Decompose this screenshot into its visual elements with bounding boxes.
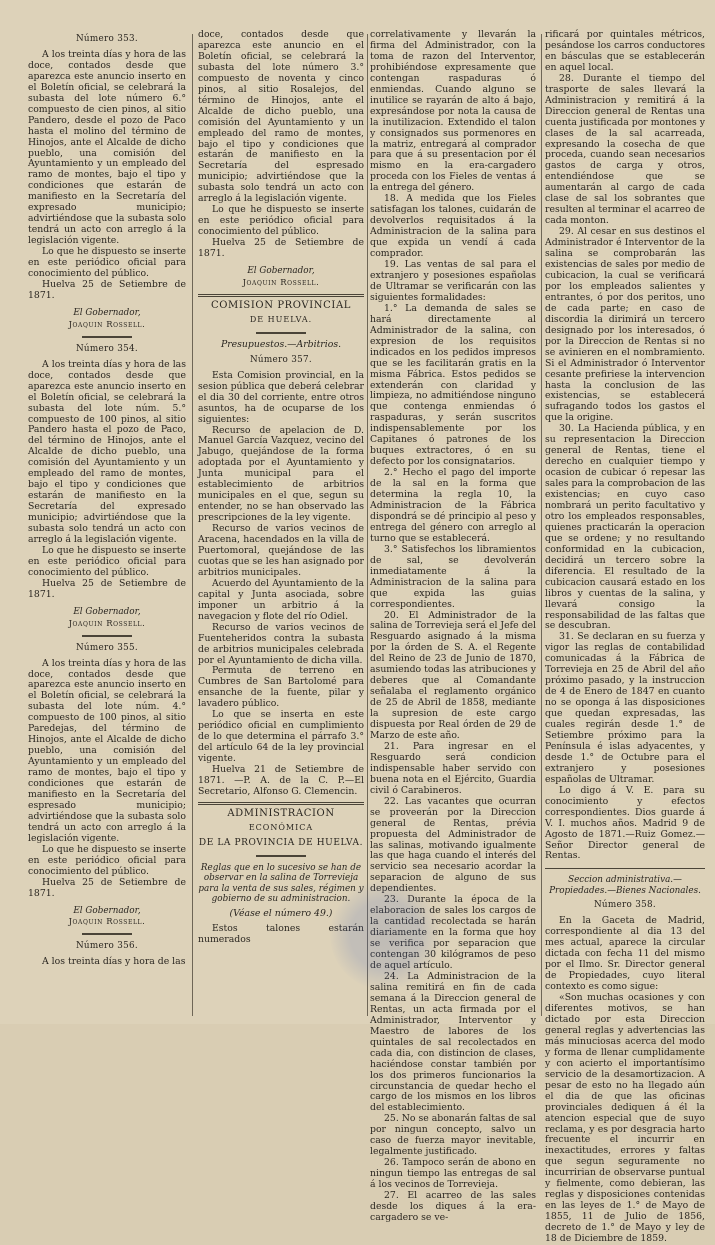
notice-text: Acuerdo del Ayuntamiento de la capital y Junta asociada, sobre imponer un arbitrio á la navegacion y flote del río Odiel. [198,577,364,622]
signer-name: Joaquin Rossell. [242,276,320,287]
notice-date: Huelva 25 de Setiembre de 1871. [28,278,186,301]
rule-text: rificará por quintales métricos, pesándose los carros conductores en básculas que se establecerán en aquel local. [545,29,705,73]
separator [256,855,306,857]
notice-text: Lo que se inserta en este periódico oficial en cumplimiento de lo que determina el párrafo 3.° del artículo 64 de la ley provincial vigente. [198,709,364,765]
rule-text: 31. Se declaran en su fuerza y vigor las reglas de contabilidad comunicadas á la Fábrica de Torrevieja en 25 de Abril del año próximo pasado, y la instruccion de 4 de Enero de 1847 en cuanto no se oponga á las disposiciones que quedan expresadas, las cuales regirán desde 1.° de Setiembre próximo para la Península é islas adyacentes, y desde 1.° de Octubre para el extranjero y posesiones españolas de Ultramar. [545,631,705,785]
ink-stamp-mark [330,880,440,990]
notice-text: Lo que he dispuesto se inserte en este periódico oficial para conocimiento del público. [198,204,364,238]
separator [256,332,306,334]
notice-number: Número 354. [75,343,139,354]
signer-title: El Gobernador, [73,606,141,617]
column-rule [367,34,368,1016]
rule-text: 28. Durante el tiempo del trasporte de sales llevará la Administracion y remitirá á la Direccion general de Rentas una cuenta justificada por montones y clases de la sal acarreada, expresando la cosecha de que proceda, cuando sean necesarios gastos de carga y otros, entendiéndose que se aumentarán al cargo de cada clase de sal los sobrantes que resulten al terminar el acarreo de cada monton. [545,72,705,227]
rule-text: 22. Las vacantes que ocurran se proveerán por la Direccion general de Rentas, prévia propuesta del Administrador de las salinas, motivando igualmente las que haga cuando el interés del servicio sea necesario acordar la separacion de alguno de sus dependientes. [370,795,536,895]
signer-name: Joaquin Rossell. [68,318,146,329]
section-title: Seccion administrativa.—Propiedades.—Bienes Nacionales. [549,875,701,896]
separator [545,868,705,869]
admin-title: ADMINISTRACION [227,807,335,819]
see-reference: (Véase el número 49.) [229,907,333,919]
rule-text: Lo digo á V. E. para su conocimiento y efectos correspondientes. Dios guarde á V. I. muchos años. Madrid 9 de Agosto de 1871.—Ruiz Gomez.—Señor Director general de Rentas. [545,784,705,862]
notice-date: Huelva 25 de Setiembre de 1871. [28,876,186,899]
signer-title: El Gobernador, [73,307,141,318]
rule-text: 3.° Satisfechos los libramientos de sal, se devolverán inmediatamente á la Administracion de la salina para que expida las guias correspondientes. [370,543,536,610]
rule-text: 21. Para ingresar en el Resguardo será condicion indispensable haber servido con buena nota en el Ejército, Guardia civil ó Carabineros. [370,740,536,796]
separator [82,933,132,935]
notice-text: A los treinta días y hora de las doce, contados desde que aparezca este anuncio inserto en el Boletín oficial, se celebrará la subasta del lote núm. 4.° compuesto de 100 pinos, al sitio Paredejas, del término de Hinojos, ante el Alcalde de dicho pueblo, una comisión del Ayuntamiento y un empleado del ramo de montes, bajo el tipo y condiciones que estarán de manifiesto en la Secretaría del espresado municipio; advirtiéndose que la subasta solo tendrá un acto con arreglo á la legislación vigente. [28,657,186,844]
notice-text: Esta Comision provincial, en la sesion pública que deberá celebrar el dia 30 del corriente, entre otros asuntos, ha de ocuparse de los siguientes: [198,369,364,425]
notice-text: doce, contados desde que aparezca este anuncio en el Boletín oficial, se celebrará la subasta del lote número 3.° compuesto de noventa y cinco pinos, al sitio Rosalejos, del término de Hinojos, ante el Alcalde de dicho pueblo, una comisión del Ayuntamiento y un empleado del ramo de montes, bajo el tipo y condiciones que estarán de manifiesto en la Secretaría del espresado municipio; advirtiéndose que la subasta solo tendrá un acto con arreglo á la legislación vigente. [198,29,364,205]
separator [82,635,132,637]
rule-text: 30. La Hacienda pública, y en su representacion la Direccion general de Rentas, tiene el derecho en cualquier tiempo y ocasion de cubicar ó repesar las sales para la comprobacion de las existencias; en cuyo caso nombrará un perito facultativo y otro los empleados responsables, quienes practicarán la operacion que se ordene; y no resultando conformidad en la cubicacion, decidirá un tercero sobre la diferencia. El resultado de la cubicacion causará estado en los libros y cuentas de la salina, y llevará consigo la responsabilidad de las faltas que se descubran. [545,423,705,632]
separator [198,294,364,297]
admin-province: DE LA PROVINCIA DE HUELVA. [198,837,364,848]
section-subtitle: DE HUELVA. [249,314,313,324]
notice-text: A los treinta días y hora de las doce, contados desde que aparezca este anuncio inserto en el Boletín oficial, se celebrará la subasta del lote número 6.° compuesto de cien pinos, al sitio Pandero, desde el pozo de Paco hasta el molino del término de Hinojos, ante el Alcalde de dicho pueblo, una comisión del Ayuntamiento y un empleado del ramo de montes, bajo el tipo y condiciones que estarán de manifiesto en la Secretaría del expresado municipio; advirtiéndose que la subasta solo tendrá un acto con arreglo á la legislación vigente. [28,48,186,247]
notice-text: Lo que he dispuesto se inserte en este periódico oficial para conocimiento del público. [28,544,186,578]
rule-text: 26. Tampoco serán de abono en ningun tiempo las entregas de sal á los vecinos de Torrevieja. [370,1157,536,1191]
rule-text: 23. Durante la época de la elaboracion de sales los cargos de la cantidad recolectada se harán diariamente en la forma que hoy se verifica por separacion que contengan 30 kilógramos de peso de aquel artículo. [370,894,536,972]
column-2 [198,30,364,1018]
rule-text: 19. Las ventas de sal para el extranjero y posesiones españolas de Ultramar se verificarán con las siguientes formalidades: [370,259,536,303]
notice-date: Huelva 25 de Setiembre de 1871. [28,577,186,600]
notice-text: A los treinta días y hora de las [42,956,186,968]
rules-heading: Reglas que en lo sucesivo se han de observar en la salina de Torrevieja para la venta de sus sales, régimen y gobierno de su administracion. [198,862,364,905]
notice-text: Lo que he dispuesto se inserte en este periódico oficial para conocimiento del público. [28,843,186,877]
notice-number: Número 353. [75,34,139,44]
separator [82,336,132,338]
rule-text: correlativamente y llevarán la firma del Administrador, con la toma de razon del Interventor, prohibiéndose expresamente que contengan raspaduras ó enmiendas. Cuando alguno se inutilice se rayarán de alto á bajo, expresándose por nota la causa de la inutilizacion. Extendido el talon y consignados sus pormenores en la matriz, entregará al comprador para que á su presentacion por él mismo en la era-cargadero proceda con los Fieles de ventas á la entrega del género. [370,29,536,194]
notice-number: Número 355. [75,642,139,653]
signer-name: Joaquin Rossell. [68,916,146,927]
rule-text: 25. No se abonarán faltas de sal por ningun concepto, salvo un caso de fuerza mayor inevitable, legalmente justificado. [370,1113,536,1158]
notice-text: Estos talones estarán numerados [198,922,364,945]
notice-number: Número 356. [75,941,139,952]
column-1 [28,30,186,1018]
notice-text: A los treinta días y hora de las doce, contados desde que aparezca este anuncio inserto en el Boletín oficial, se celebrará la subasta del lote núm. 5.° compuesto de 100 pinos, al sitio Pandero hasta el pozo de Paco, del término de Hinojos, ante el Alcalde de dicho pueblo, una comisión del Ayuntamiento y un empleado del ramo de montes, bajo el tipo y condiciones que estarán de manifiesto en la Secretaría del expresado municipio; advirtiéndose que la subasta solo tendrá un acto con arreglo á la legislación vigente. [28,358,186,545]
rule-text: 1.° La demanda de sales se hará directamente al Administrador de la salina, con expresion de los requisitos indicados en los pedidos impresos que se les facilitarán gratis en la misma Fábrica. Estos pedidos se extenderán con claridad y limpieza, no admitiéndose ninguno que contenga enmiendas ó raspaduras, y serán suscritos indispensablemente por los Capitanes ó patrones de los buques extractores, ó en su defecto por los consignatarios. [370,302,536,468]
signer-title: El Gobernador, [247,266,315,277]
rule-text: 18. A medida que los Fieles satisfagan los talones, cuidarán de devolverlos requisitados á la Administracion de la salina para que expida un vendí á cada comprador. [370,193,536,260]
notice-text: Recurso de varios vecinos de Fuenteheridos contra la subasta de arbitrios municipales celebrada por el Ayuntamiento de dicha villa. [198,621,364,666]
separator [198,802,364,805]
section-kind: Presupuestos.—Arbitrios. [220,338,342,350]
notice-text: «Son muchas ocasiones y con diferentes motivos, se han dictado por esta Direccion general reglas y advertencias las más minuciosas acerca del modo y forma de llenar cumplidamente y con acierto el importantísimo servicio de la desamortizacion. A pesar de esto no ha llegado aún el dia de que las oficinas provinciales dediquen á él la atencion especial que de suyo reclama, y es por desgracia harto frecuente el incurrir en inexactitudes, errores y faltas que segun seguramente no incurririan de observarse puntual y fielmente, como debieran, las reglas y disposiciones contenidas en las leyes de 1.° de Mayo de 1855, 11 de Julio de 1856, decreto de 1.° de Mayo y ley de 18 de Diciembre de 1859. [545,992,705,1245]
notice-text: Recurso de varios vecinos de Aracena, hacendados en la villa de Puertomoral, quejándose de las cuotas que se les han asignado por arbitrios municipales. [198,523,364,578]
column-4 [545,29,705,1245]
notice-signoff: Huelva 21 de Setiembre de 1871. —P. A. de la C. P.—El Secretario, Alfonso G. Clemencin. [198,764,364,797]
notice-number: Número 358. [593,900,657,911]
rule-text: 27. El acarreo de las sales desde los diques á la era-cargadero se ve- [370,1190,536,1223]
notice-text: Recurso de apelacion de D. Manuel García Vazquez, vecino del Jabugo, quejándose de la forma adoptada por el Ayuntamiento y Junta municipal para el establecimiento de arbitrios municipales en el que, segun su entender, no se han observado las prescripciones de la ley vigente. [198,424,364,524]
column-rule [541,34,542,1016]
signer-title: El Gobernador, [73,905,141,916]
notice-text: En la Gaceta de Madrid, correspondiente al dia 13 del mes actual, aparece la circular dictada con fecha 11 del mismo por el Ilmo. Sr. Director general de Propiedades, cuyo literal contexto es como sigue: [545,915,705,993]
rule-text: 24. La Administracion de la salina remitirá en fin de cada semana á la Direccion general de Rentas, un acta firmada por el Administrador, Interventor y Maestro de labores de los quintales de sal recolectados en cada dia, con distincion de clases, haciéndose constar también por los dos primeros funcionarios la circunstancia de quedar hecho el cargo de los mismos en los libros del establecimiento. [370,970,536,1114]
column-rule [192,34,193,1016]
rule-text: 20. El Administrador de la salina de Torrevieja será el Jefe del Resguardo asignado á la misma por la órden de S. A. el Regente del Reino de 23 de Junio de 1870, asumiendo todas las atribuciones y deberes que al Comandante señalaba el reglamento orgánico de 25 de Abril de 1858, mediante la supresion de este cargo dispuesta por Real órden de 29 de Marzo de este año. [370,609,536,741]
notice-text: Lo que he dispuesto se inserte en este periódico oficial para conocimiento del público. [28,246,186,280]
rule-text: 29. Al cesar en sus destinos el Administrador é Interventor de la salina se comprobarán las existencias de sales por medio de cubicacion, la cual se verificará por los empleados salientes y entrantes, ó por dos peritos, uno de cada parte; en caso de discordia la dirimirá un tercero designado por los interesados, ó por la Direccion de Rentas si no se avinieren en el nombramiento. Si el Administrador ó Interventor cesante prefiriese la intervencion hasta la conclusion de las existencias, se establecerá sufragando todos los gastos el que la origine. [545,226,705,424]
notice-text: Permuta de terreno en Cumbres de San Bartolomé para ensanche de la fuente, pilar y lavadero público. [198,665,364,710]
signer-name: Joaquin Rossell. [68,617,146,628]
column-3 [370,29,536,1223]
rule-text: 2.° Hecho el pago del importe de la sal en la forma que determina la regla 10, la Administracion de la Fábrica dispondrá se dé principio al peso y entrega del género con arreglo al turno que se establecerá. [370,467,536,544]
section-title: COMISION PROVINCIAL [210,299,352,311]
notice-date: Huelva 25 de Setiembre de 1871. [198,237,364,260]
admin-subtitle: ECONÓMICA [248,822,314,832]
notice-number: Número 357. [249,354,313,365]
